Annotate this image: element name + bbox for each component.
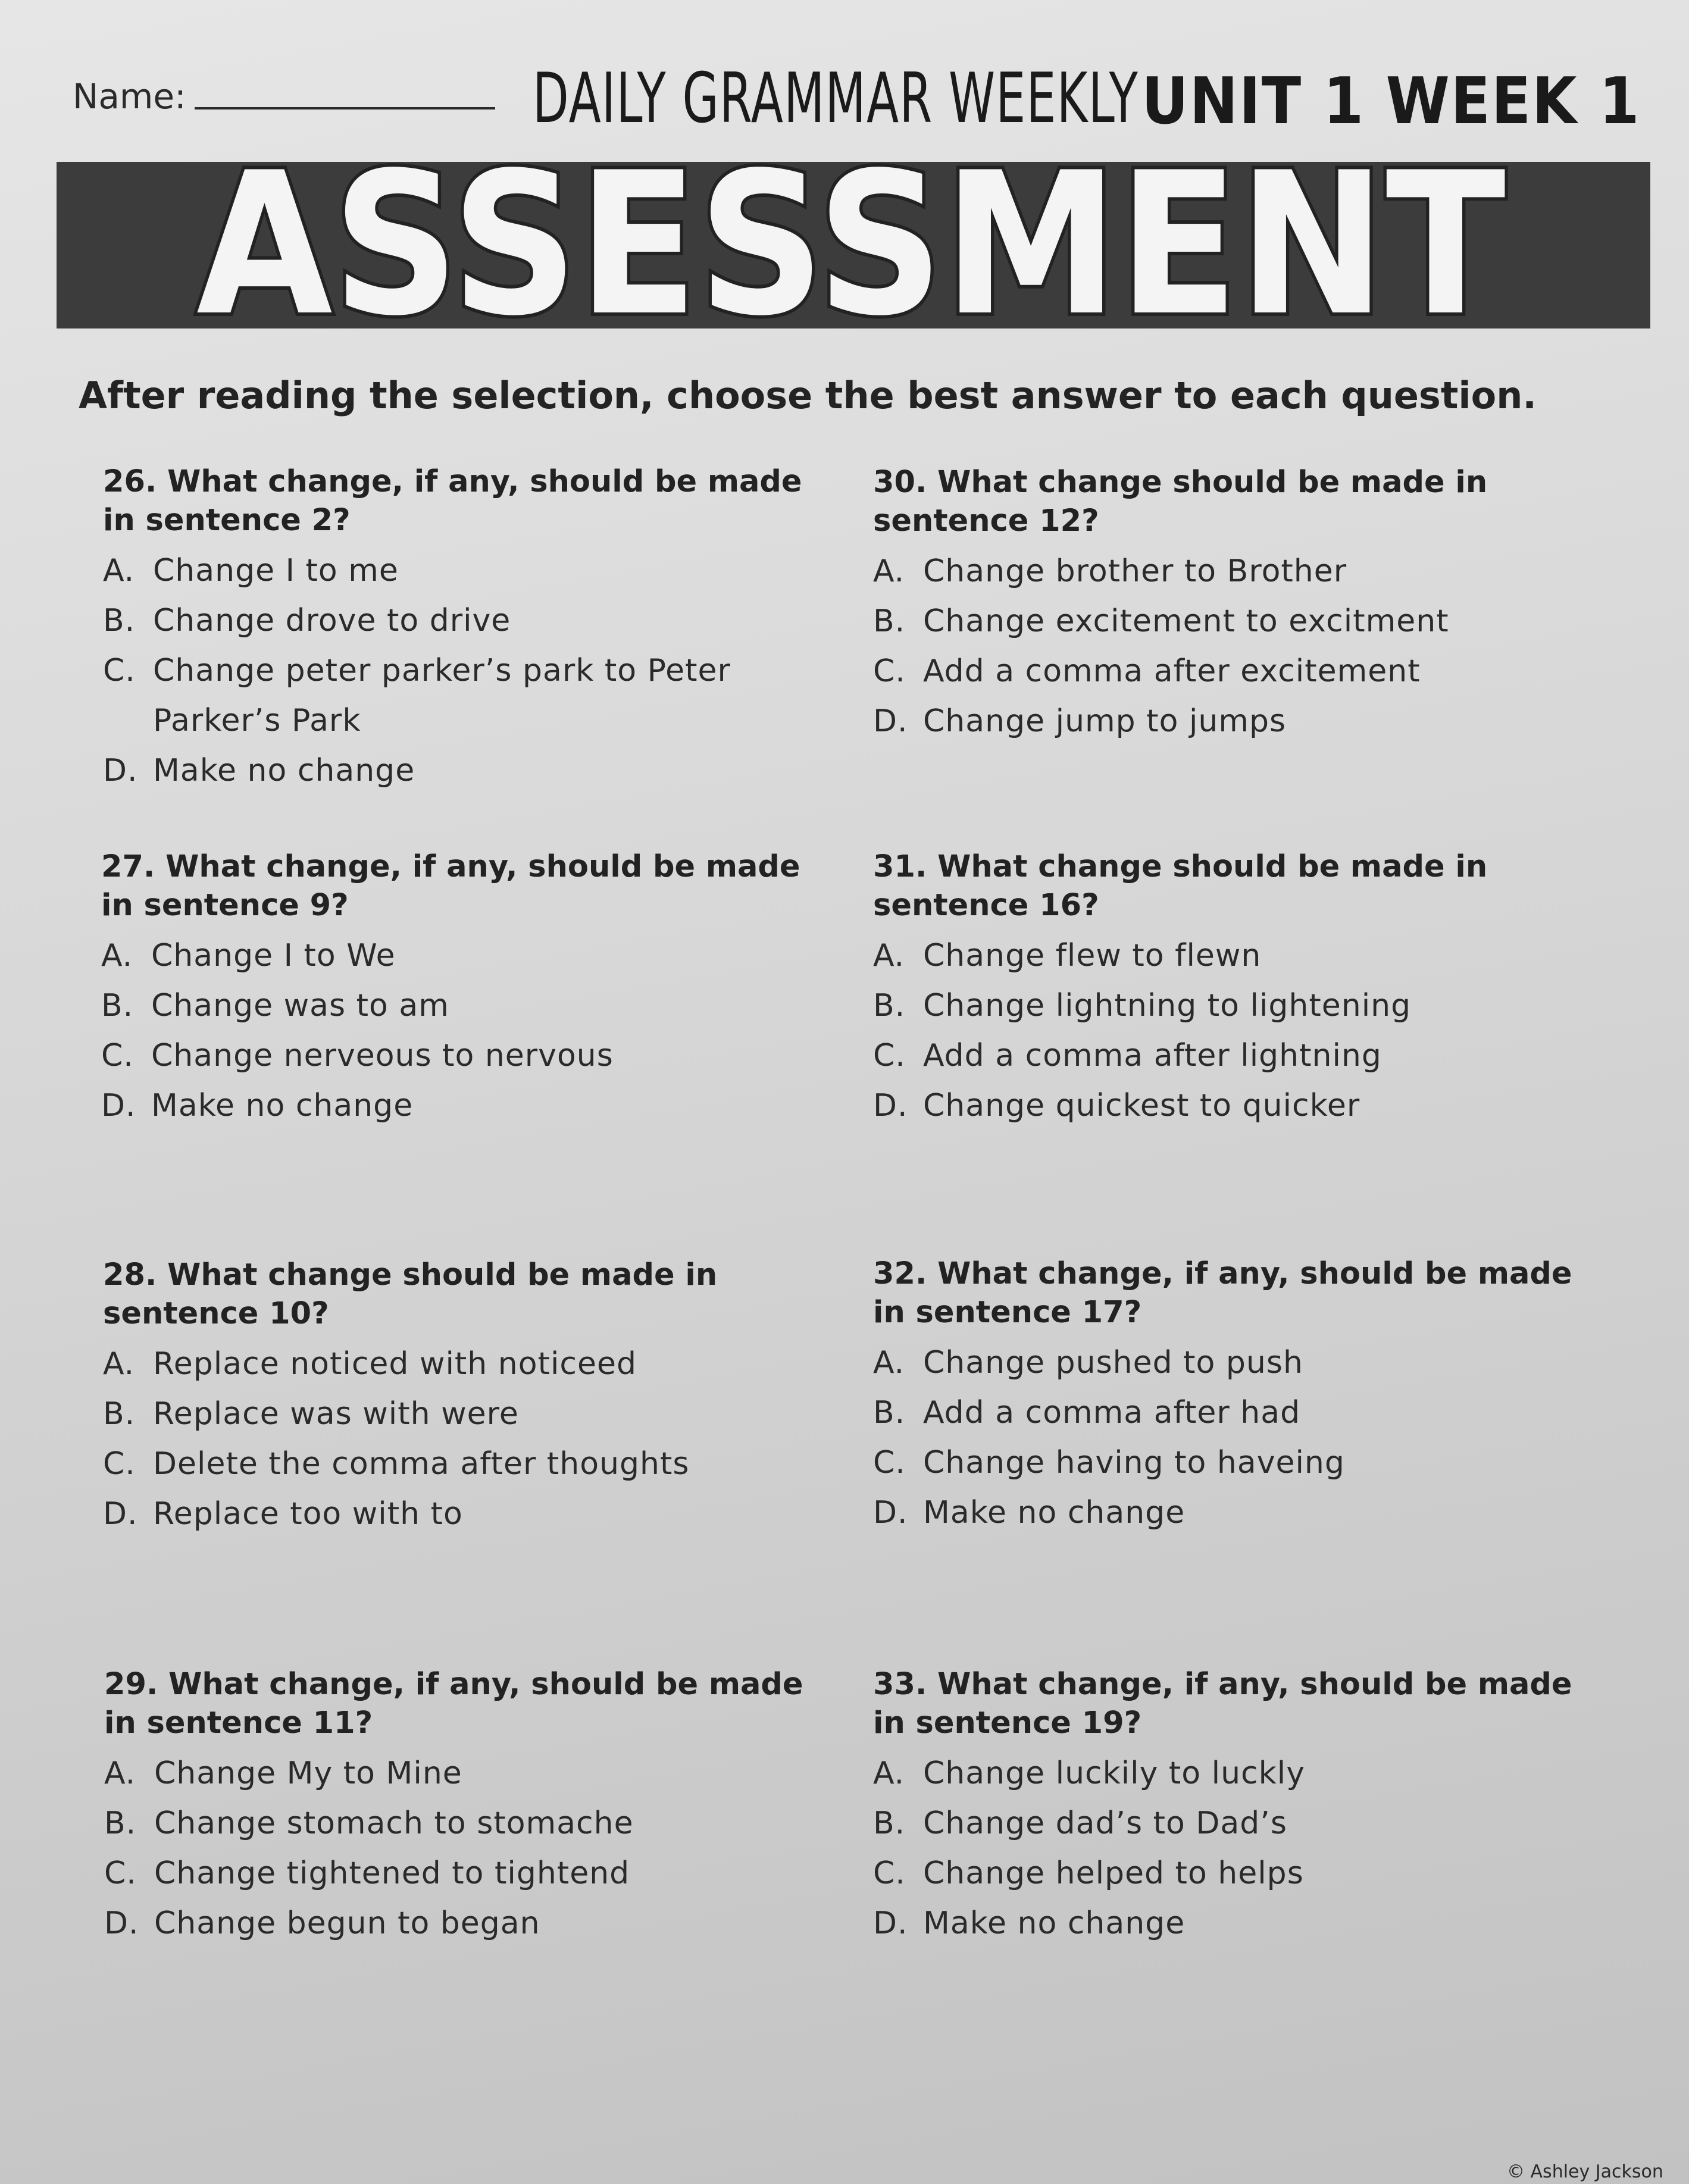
choice-letter: C. xyxy=(104,1856,137,1891)
choice-letter: B. xyxy=(103,1396,136,1432)
question-31 xyxy=(873,847,1605,1131)
choice-text: Change tightened to tightend xyxy=(154,1856,630,1891)
choice-text: Make no change xyxy=(923,1905,1186,1941)
choice-text: Make no change xyxy=(151,1088,414,1124)
choice-letter: A. xyxy=(103,553,135,589)
choice-list xyxy=(101,931,833,1131)
question-27 xyxy=(101,847,833,1131)
choice-text: Change quickest to quicker xyxy=(923,1088,1360,1124)
choice-text: Change My to Mine xyxy=(154,1756,462,1791)
choice-text: Change excitement to excitment xyxy=(923,603,1449,639)
assessment-banner-svg xyxy=(184,101,1518,351)
choice-letter: A. xyxy=(873,938,905,974)
choice-letter: A. xyxy=(104,1756,136,1791)
choice-a[interactable] xyxy=(103,546,835,596)
choice-text: Change dad’s to Dad’s xyxy=(923,1806,1287,1841)
copyright-notice: © Ashley Jackson xyxy=(1507,2161,1663,2182)
choice-list xyxy=(104,1748,836,1948)
choice-letter: D. xyxy=(873,1905,908,1941)
choice-letter: B. xyxy=(873,1806,906,1841)
choice-text: Make no change xyxy=(153,753,415,789)
choice-letter: A. xyxy=(103,1346,135,1382)
choice-text: Change brother to Brother xyxy=(923,553,1347,589)
choice-text: Change lightning to lightening xyxy=(923,988,1412,1024)
choice-text: Replace was with were xyxy=(153,1396,519,1432)
choice-letter: A. xyxy=(101,938,133,974)
choice-text: Change having to haveing xyxy=(923,1445,1345,1481)
choice-letter: D. xyxy=(101,1088,136,1124)
choice-text: Change flew to flewn xyxy=(923,938,1262,974)
series-title: DAILY GRAMMAR WEEKLY xyxy=(533,58,1139,139)
choice-list xyxy=(103,546,835,796)
choice-b[interactable] xyxy=(873,596,1605,646)
choice-text: Change was to am xyxy=(151,988,449,1024)
choice-text: Change stomach to stomache xyxy=(154,1806,634,1841)
choice-c[interactable] xyxy=(101,1031,833,1081)
choice-letter: B. xyxy=(873,1395,906,1431)
choice-d[interactable] xyxy=(103,746,835,796)
choice-b[interactable] xyxy=(873,1388,1605,1438)
choice-text: Change helped to helps xyxy=(923,1856,1304,1891)
choice-letter: D. xyxy=(873,1088,908,1124)
choice-text: Add a comma after had xyxy=(923,1395,1301,1431)
choice-a[interactable] xyxy=(103,1339,835,1389)
choice-c[interactable] xyxy=(873,1438,1605,1488)
choice-text: Change begun to began xyxy=(154,1905,540,1941)
question-29 xyxy=(104,1665,836,1948)
unit-week-title: UNIT 1 WEEK 1 xyxy=(1141,64,1641,139)
choice-c[interactable] xyxy=(104,1848,836,1898)
choice-letter: D. xyxy=(103,1496,138,1532)
choice-text: Change peter parker’s park to Peter Parker’s Park xyxy=(153,653,731,739)
question-stem: 33. What change, if any, should be made in sentence 19? xyxy=(873,1667,1572,1741)
choice-list xyxy=(873,546,1605,746)
choice-a[interactable] xyxy=(873,931,1605,981)
choice-list xyxy=(873,1748,1605,1948)
choice-letter: B. xyxy=(103,603,136,639)
question-33 xyxy=(873,1665,1605,1948)
choice-c[interactable] xyxy=(103,646,835,746)
choice-b[interactable] xyxy=(101,981,833,1031)
choice-letter: B. xyxy=(104,1806,137,1841)
question-stem: 29. What change, if any, should be made in sentence 11? xyxy=(104,1667,803,1741)
choice-text: Replace too with to xyxy=(153,1496,463,1532)
question-32 xyxy=(873,1254,1605,1538)
choice-b[interactable] xyxy=(104,1798,836,1848)
question-28 xyxy=(103,1256,835,1539)
choice-d[interactable] xyxy=(873,1898,1605,1948)
choice-text: Add a comma after lightning xyxy=(923,1038,1382,1074)
choice-b[interactable] xyxy=(103,1389,835,1439)
question-stem: 26. What change, if any, should be made in sentence 2? xyxy=(103,464,802,538)
choice-text: Change pushed to push xyxy=(923,1345,1303,1381)
choice-a[interactable] xyxy=(873,546,1605,596)
choice-c[interactable] xyxy=(873,646,1605,696)
question-stem: 27. What change, if any, should be made in sentence 9? xyxy=(101,849,800,923)
choice-d[interactable] xyxy=(101,1081,833,1131)
choice-letter: C. xyxy=(873,1038,906,1074)
choice-text: Change nerveous to nervous xyxy=(151,1038,614,1074)
assessment-banner-title xyxy=(184,101,1518,351)
choice-letter: B. xyxy=(873,603,906,639)
choice-list xyxy=(873,931,1605,1131)
choice-letter: A. xyxy=(873,1756,905,1791)
choice-text: Make no change xyxy=(923,1495,1186,1531)
name-label: Name: xyxy=(73,76,186,117)
choice-c[interactable] xyxy=(873,1031,1605,1081)
choice-d[interactable] xyxy=(873,696,1605,746)
choice-letter: C. xyxy=(103,1446,136,1482)
choice-list xyxy=(873,1338,1605,1538)
choice-a[interactable] xyxy=(101,931,833,981)
choice-letter: C. xyxy=(873,1856,906,1891)
choice-letter: B. xyxy=(101,988,134,1024)
choice-letter: D. xyxy=(873,1495,908,1531)
choice-letter: D. xyxy=(873,703,908,739)
choice-text: Delete the comma after thoughts xyxy=(153,1446,690,1482)
choice-d[interactable] xyxy=(104,1898,836,1948)
choice-a[interactable] xyxy=(104,1748,836,1798)
instructions: After reading the selection, choose the best answer to each question. xyxy=(79,374,1537,417)
choice-d[interactable] xyxy=(103,1489,835,1539)
question-stem: 30. What change should be made in sentence 12? xyxy=(873,465,1488,539)
choice-letter: A. xyxy=(873,553,905,589)
choice-text: Change luckily to luckly xyxy=(923,1756,1305,1791)
choice-letter: C. xyxy=(873,653,906,689)
choice-text: Change drove to drive xyxy=(153,603,511,639)
choice-letter: C. xyxy=(103,653,136,689)
choice-text: Replace noticed with noticeed xyxy=(153,1346,637,1382)
choice-a[interactable] xyxy=(873,1748,1605,1798)
choice-letter: D. xyxy=(104,1905,139,1941)
choice-letter: D. xyxy=(103,753,138,789)
question-30 xyxy=(873,463,1605,746)
choice-b[interactable] xyxy=(103,596,835,646)
question-stem: 28. What change should be made in sentence 10? xyxy=(103,1257,718,1331)
choice-text: Change jump to jumps xyxy=(923,703,1287,739)
choice-d[interactable] xyxy=(873,1081,1605,1131)
choice-text: Change I to We xyxy=(151,938,396,974)
assessment-banner-text: ASSESSMENT xyxy=(196,130,1507,351)
choice-d[interactable] xyxy=(873,1488,1605,1538)
choice-letter: A. xyxy=(873,1345,905,1381)
question-26 xyxy=(103,462,835,796)
choice-list xyxy=(103,1339,835,1539)
question-stem: 32. What change, if any, should be made in sentence 17? xyxy=(873,1256,1572,1330)
choice-b[interactable] xyxy=(873,1798,1605,1848)
choice-a[interactable] xyxy=(873,1338,1605,1388)
choice-c[interactable] xyxy=(103,1439,835,1489)
choice-b[interactable] xyxy=(873,981,1605,1031)
question-stem: 31. What change should be made in sentence 16? xyxy=(873,849,1488,923)
choice-letter: B. xyxy=(873,988,906,1024)
choice-c[interactable] xyxy=(873,1848,1605,1898)
choice-letter: C. xyxy=(873,1445,906,1481)
choice-letter: C. xyxy=(101,1038,134,1074)
choice-text: Change I to me xyxy=(153,553,399,589)
choice-text: Add a comma after excitement xyxy=(923,653,1421,689)
